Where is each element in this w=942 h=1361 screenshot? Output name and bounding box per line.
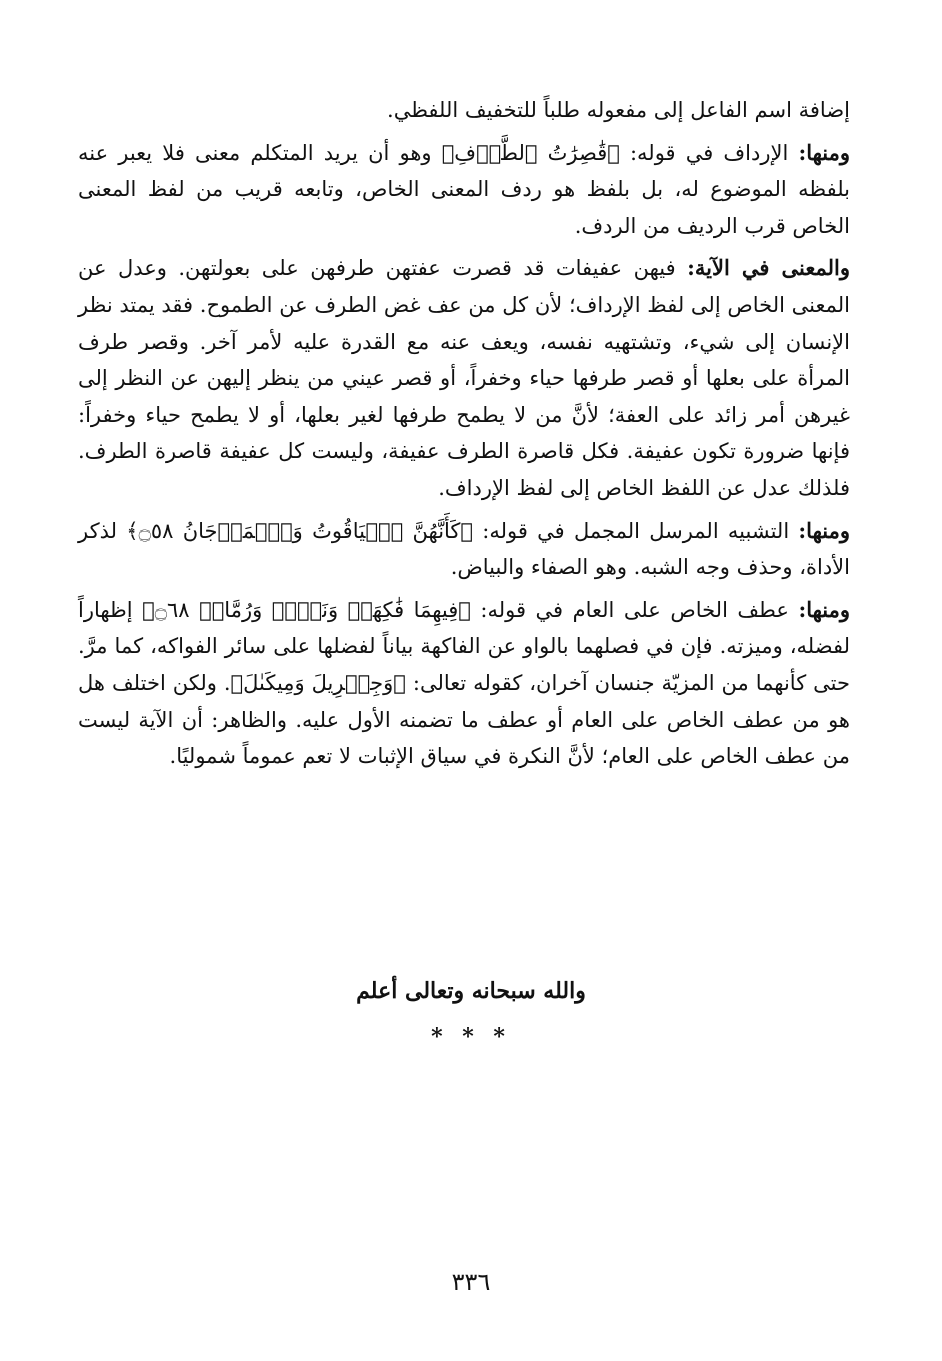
- paragraph-5-lead: ومنها:: [798, 596, 850, 622]
- paragraph-3: [78, 250, 850, 506]
- paragraph-4-lead: ومنها:: [798, 517, 850, 543]
- paragraph-5: [78, 592, 850, 775]
- section-separator: * * *: [431, 1024, 511, 1050]
- paragraph-3-text: فيهن عفيفات قد قصرت عفتهن طرفهن على بعولتهن. وعدل عن المعنى الخاص إلى لفظ الإرداف؛ لأن كل من عف غض الطرف عن الطموح. فقد يمتد نظر الإنسان إلى شيء، وتشتهيه نفسه، ويعف عنه مع القدرة عليه لأمر آخر. وقصر طرف المرأة على بعلها أو قصر طرفها حياء وخفراً، أو قصر عيني من ينظر إليهن عن النظر إلى غيرهن أمر زائد على العفة؛ لأنَّ من لا يطمح طرفها لغير بعلها، أو لا يطمح حياء وخفراً: فإنها ضرورة تكون عفيفة. فكل قاصرة الطرف عفيفة، وليست كل عفيفة قاصرة الطرف. فلذلك عدل عن اللفظ الخاص إلى لفظ الإرداف.: [78, 256, 850, 500]
- paragraph-2-lead: ومنها:: [798, 139, 850, 165]
- paragraph-4: [78, 513, 850, 586]
- closing-line: والله سبحانه وتعالى أعلم: [356, 978, 586, 1004]
- page-number: ٣٣٦: [451, 1268, 491, 1296]
- paragraph-3-lead: والمعنى في الآية:: [687, 255, 850, 281]
- paragraph-2-text: الإرداف في قوله: ﴿قَٰصِرَٰتُ ٱلطَّرۡفِ﴾ وهو أن يريد المتكلم معنى فلا يعبر عنه بلفظه الموضوع له، بل بلفظ هو ردف المعنى الخاص، وتابعه قريب من لفظ المعنى الخاص قرب الرديف من الردف.: [78, 140, 850, 238]
- paragraph-1: [78, 92, 850, 129]
- paragraph-4-text: التشبيه المرسل المجمل في قوله: ﴿كَأَنَّهُنَّ ٱلۡيَاقُوتُ وَٱلۡمَرۡجَانُ ۝٥٨﴾ لذكر الأداة، وحذف وجه الشبه. وهو الصفاء والبياض.: [78, 518, 850, 580]
- paragraph-5-text: عطف الخاص على العام في قوله: ﴿فِيهِمَا فَٰكِهَةٞ وَنَخۡلٞ وَرُمَّانٞ ۝٦٨﴾ إظهاراً لفضله، وميزته. فإن في فصلهما بالواو عن الفاكهة بياناً لفضلها على سائر الفواكه، كما مرَّ. حتى كأنهما من المزيّة جنسان آخران، كقوله تعالى: ﴿وَجِبۡرِيلَ وَمِيكَىٰلَ﴾. ولكن اختلف هل هو من عطف الخاص على العام أو عطف ما تضمنه الأول عليه. والظاهر: أن الآية ليست من عطف الخاص على العام؛ لأنَّ النكرة في سياق الإثبات لا تعم عموماً شموليًا.: [78, 597, 850, 769]
- paragraph-1-text: إضافة اسم الفاعل إلى مفعوله طلباً للتخفيف اللفظي.: [387, 98, 850, 122]
- page-body: [78, 92, 850, 775]
- paragraph-2: [78, 135, 850, 245]
